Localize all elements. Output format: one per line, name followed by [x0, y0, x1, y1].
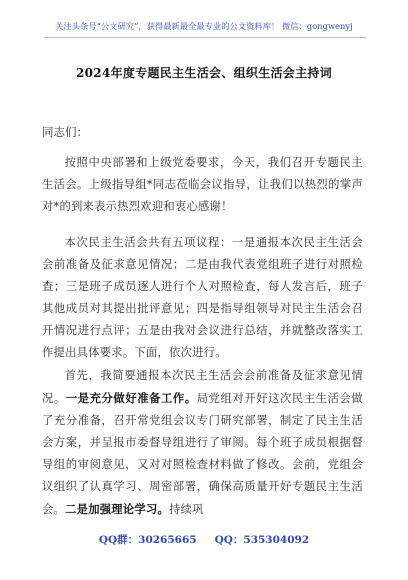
- paragraph-opening: 按照中央部署和上级党委要求，今天，我们召开专题民主生活会。上级指导组*同志莅临会议指导，让我们以热烈的掌声对*的到来表示热烈欢迎和衷心感谢！: [42, 156, 363, 213]
- paragraph-tail: 持续巩: [169, 503, 204, 516]
- qq-group: QQ群：30265665: [98, 534, 197, 546]
- point-one-heading: 一是充分做好准备工作。: [65, 391, 197, 405]
- paragraph-agenda: 本次民主生活会共有五项议程：一是通报本次民主生活会会前准备及征求意见情况；二是由我代表党组班子进行对照检查；三是班子成员逐人进行个人对照检查，每人发言后，班子其他成员对其提出批评意见；四是指导组领导对民主生活会召开情况进行点评；五是由我对会议进行总结，并就整改落实工作提出具体要求。下面，依次进行。: [42, 236, 363, 359]
- header-divider: [44, 37, 366, 38]
- paragraph-preparation: [42, 365, 363, 521]
- footer-contact: [0, 532, 408, 547]
- paragraph-lead: 首先，我简要通报本次民主生活会会前准备及征求意见情况。: [42, 369, 363, 405]
- top-banner: 关注头条号“公文研究”，获得最新最全最专业的公文资料库！ 微信：gongwenyj: [55, 21, 353, 31]
- qq-number: QQ：535304092: [214, 534, 310, 546]
- point-two-heading: 二是加强理论学习。: [65, 502, 170, 516]
- paragraph-body: 局党组对开好这次民主生活会做了充分准备，召开常党组会议专门研究部署，制定了民主生活会方案，并呈报市委督导组进行了审阅。每个班子成员根据督导组的审阅意见，又对对照检查材料做了修改。会前，党组会议组织了认真学习、周密部署，确保高质量开好专题民主生活会。: [42, 392, 363, 516]
- document-title: 2024年度专题民主生活会、组织生活会主持词: [76, 66, 332, 80]
- salutation: 同志们：: [42, 125, 88, 139]
